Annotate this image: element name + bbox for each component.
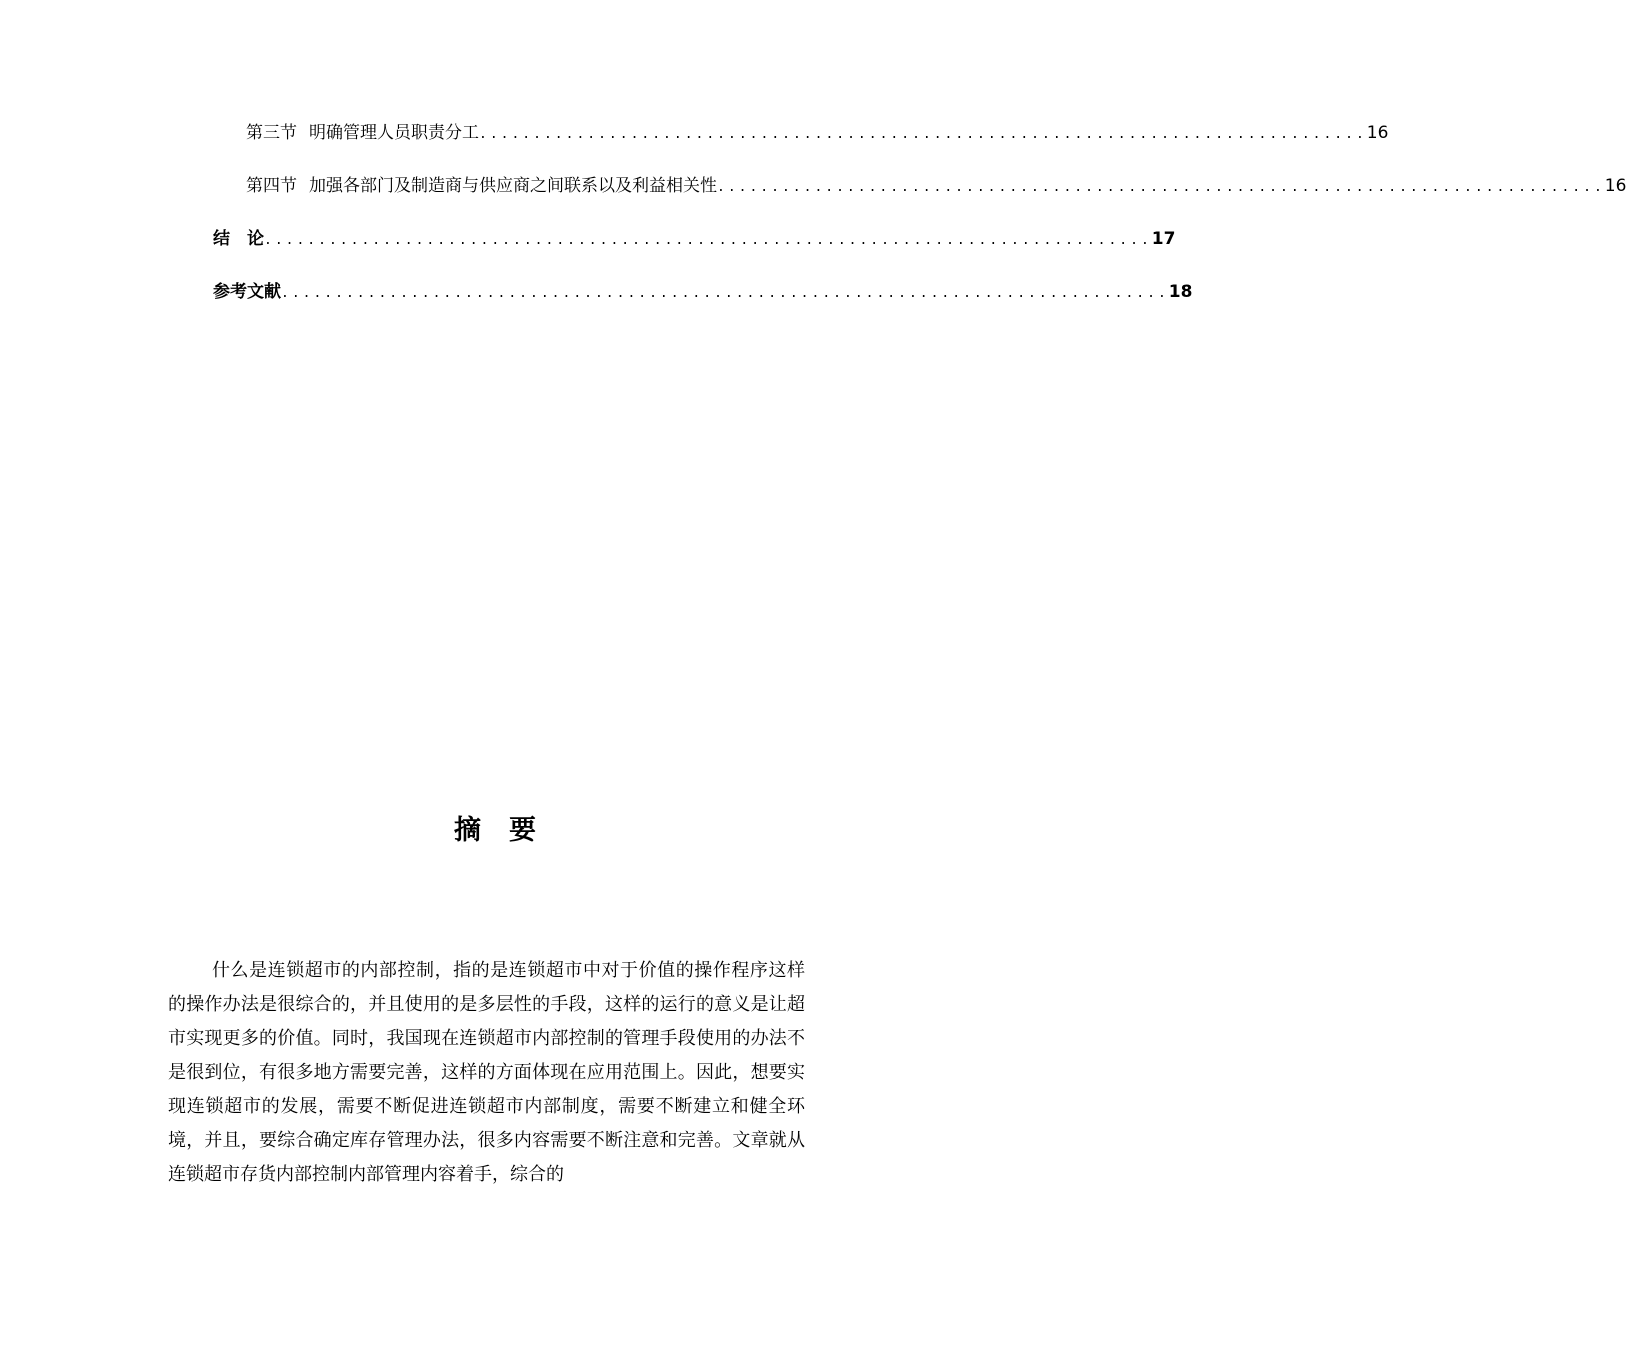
toc-entry-conclusion[interactable] bbox=[213, 226, 1176, 252]
toc-entry-page: 17 bbox=[1151, 229, 1176, 249]
toc-dot-leader: .................................................................................. bbox=[264, 233, 1152, 248]
toc-entry-number: 第四节 bbox=[246, 176, 297, 196]
abstract-body: 什么是连锁超市的内部控制，指的是连锁超市中对于价值的操作程序这样的操作办法是很综合的，并且使用的是多层性的手段，这样的运行的意义是让超市实现更多的价值。同时，我国现在连锁超市内部控制的管理手段使用的办法不是很到位，有很多地方需要完善，这样的方面体现在应用范围上。因此，想要实现连锁超市的发展，需要不断促进连锁超市内部制度，需要不断建立和健全环境，并且，要综合确定库存管理办法，很多内容需要不断注意和完善。文章就从连锁超市存货内部控制内部管理内容着手，综合的 bbox=[168, 960, 805, 1185]
toc-dot-leader: .................................................................................. bbox=[281, 286, 1169, 301]
toc-entry-page: 16 bbox=[1604, 176, 1626, 196]
toc-entry-page: 18 bbox=[1168, 282, 1193, 302]
toc-entry-page: 16 bbox=[1366, 123, 1389, 143]
toc-entry-title: 结 论 bbox=[213, 229, 264, 249]
toc-entry-title: 明确管理人员职责分工 bbox=[309, 123, 479, 143]
toc-dot-leader: .................................................................................. bbox=[479, 127, 1367, 142]
toc-dot-leader: .................................................................................. bbox=[717, 180, 1605, 195]
toc-entry-number: 第三节 bbox=[246, 123, 297, 143]
toc-entry-title: 参考文献 bbox=[213, 282, 281, 302]
table-of-contents bbox=[213, 120, 1626, 332]
abstract-heading: 摘要 bbox=[454, 815, 564, 846]
toc-entry-title: 加强各部门及制造商与供应商之间联系以及利益相关性 bbox=[309, 176, 717, 196]
toc-entry-references[interactable] bbox=[213, 279, 1193, 305]
toc-entry-section-4[interactable] bbox=[213, 173, 1626, 199]
toc-entry-section-3[interactable] bbox=[213, 120, 1389, 146]
